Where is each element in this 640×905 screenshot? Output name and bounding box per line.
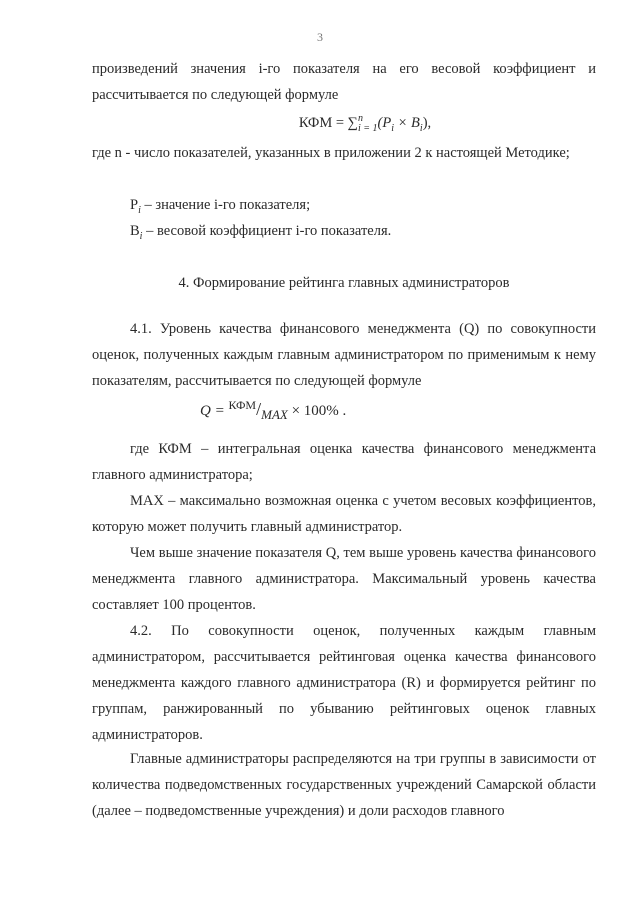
formula-lhs: КФМ = — [298, 115, 348, 131]
paragraph-max: MAX – максимально возможная оценка с учетом весовых коэффициентов, которую может получить главный администратор. — [92, 493, 596, 535]
formula-slash: / — [256, 399, 262, 419]
section-heading: 4. Формирование рейтинга главных администраторов — [178, 275, 510, 291]
def-symbol: P — [130, 197, 139, 213]
text-paragraph: где n - число показателей, указанных в приложении 2 к настоящей Методике; — [92, 145, 570, 161]
def-text: – значение i-го показателя; — [140, 197, 311, 213]
formula-rhs: × 100% . — [287, 403, 347, 419]
paragraph-kfm: где КФМ – интегральная оценка качества финансового менеджмента главного администратора; — [92, 441, 596, 483]
formula-b: × B — [394, 115, 420, 131]
paragraph-4-1: 4.1. Уровень качества финансового менеджмента (Q) по совокупности оценок, полученных каждым главным администратором по применимым к нему показателям, рассчитывается по следующей формуле — [92, 321, 596, 389]
paragraph-groups: Главные администраторы распределяются на три группы в зависимости от количества подведомственных государственных учреждений Самарской области (далее – подведомственные учреждения) и доли расходов главного — [92, 751, 596, 819]
paragraph-where-n — [92, 140, 596, 166]
formula-lhs: Q = — [200, 403, 229, 419]
paragraph-continuation — [92, 56, 596, 108]
formula-p-sub: i — [391, 122, 394, 134]
formula-denominator: MAX — [261, 407, 288, 422]
def-sub: i — [138, 204, 141, 216]
text-line: рассчитывается по следующей формуле — [92, 87, 339, 103]
page-number: 3 — [317, 30, 323, 44]
def-sub: i — [139, 230, 143, 242]
paragraph-4-2: 4.2. По совокупности оценок, полученных каждым главным администратором, рассчитывается рейтинговая оценка качества финансового менеджмента каждого главного администратора (R) и формируется рейтинг по группам, ранжированный по убыванию рейтинговых оценок главных администраторов. — [92, 623, 596, 743]
formula-p: (P — [377, 115, 392, 131]
sum-symbol: ∑ — [347, 115, 358, 131]
definition-bi — [130, 218, 590, 250]
paragraph-q: Чем выше значение показателя Q, тем выше уровень качества финансового менеджмента главного администратора. Максимальный уровень качества составляет 100 процентов. — [92, 545, 596, 613]
def-symbol: B — [130, 223, 140, 239]
def-text: – весовой коэффициент i-го показателя. — [142, 223, 392, 239]
sum-lower: i = 1 — [358, 122, 378, 134]
formula-q — [200, 392, 600, 428]
sum-upper: n — [358, 112, 363, 124]
formula-b-sub: i — [419, 122, 423, 134]
formula-end: ), — [422, 115, 432, 131]
text-line: произведений значения i-го показателя на его весовой коэффициент и — [92, 61, 596, 77]
formula-numerator: КФМ — [228, 398, 257, 412]
formula-kfm — [150, 110, 580, 142]
